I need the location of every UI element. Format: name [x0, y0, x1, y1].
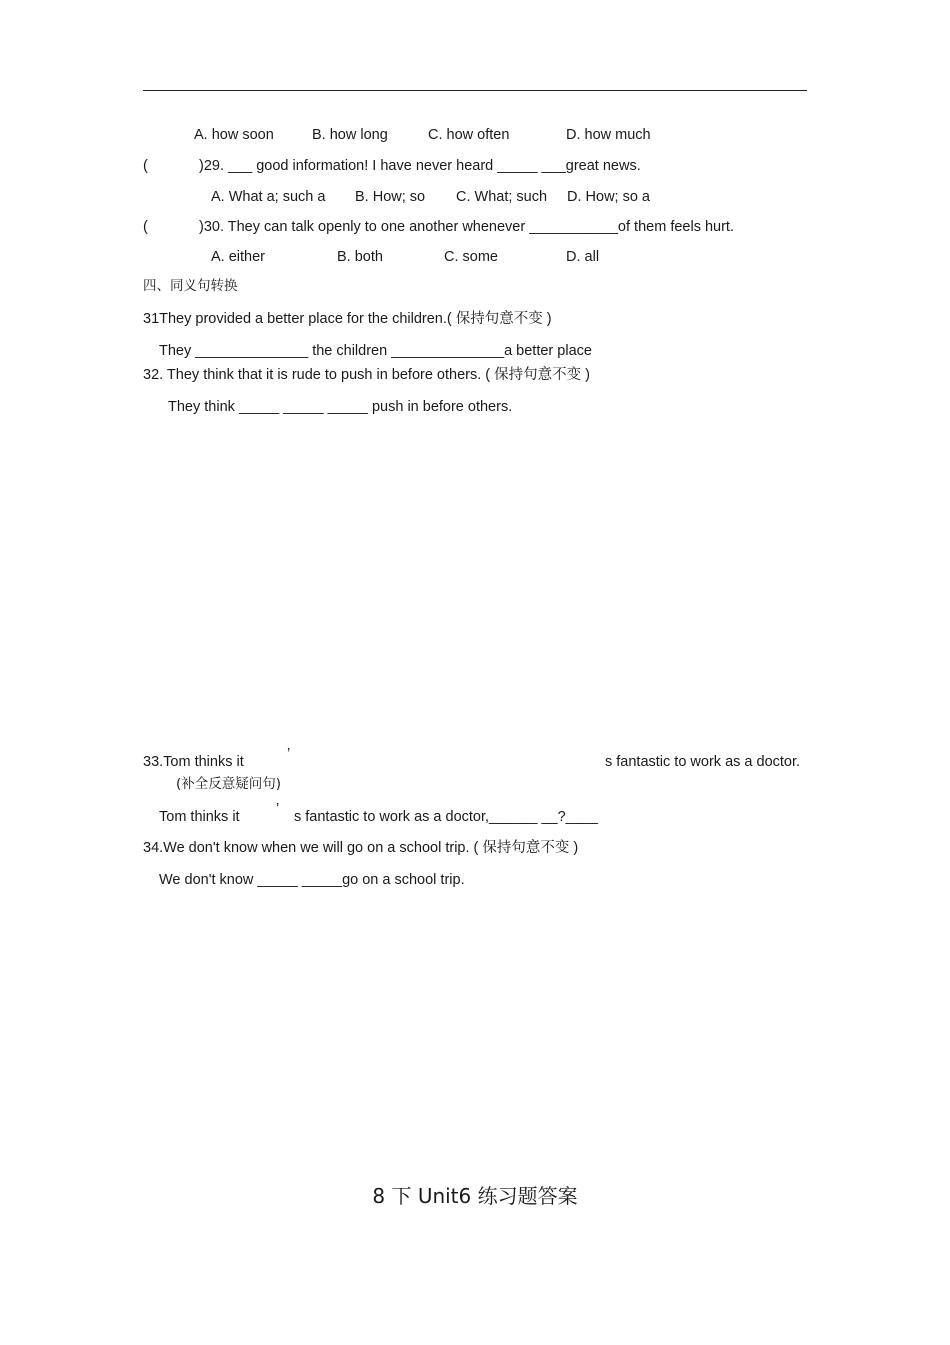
q33-apostrophe: ’ — [287, 746, 291, 762]
q29-option-b: B. How; so — [355, 189, 426, 205]
q32-stem: 32. They think that it is rude to push in before others. ( 保持句意不变 ) — [143, 367, 591, 383]
q28-option-d: D. how much — [566, 127, 651, 143]
q33-stem-right: s fantastic to work as a doctor. — [605, 754, 801, 770]
q29-paren: ( — [143, 158, 148, 174]
q33-note: (补全反意疑问句) — [176, 776, 282, 792]
q28-option-b: B. how long — [312, 127, 388, 143]
q30-option-a: A. either — [211, 249, 265, 265]
q30-option-b: B. both — [337, 249, 383, 265]
q34-answer: We don't know _____ _____go on a school trip. — [159, 872, 465, 888]
q30-stem: )30. They can talk openly to one another whenever ___________of them feels hurt. — [199, 219, 734, 235]
q29-stem: )29. ___ good information! I have never heard _____ ___great news. — [199, 158, 641, 174]
q28-option-a: A. how soon — [194, 127, 274, 143]
header-rule — [143, 90, 807, 91]
q32-answer: They think _____ _____ _____ push in before others. — [168, 399, 513, 415]
q30-option-d: D. all — [566, 249, 600, 265]
q34-stem: 34.We don't know when we will go on a school trip. ( 保持句意不变 ) — [143, 840, 579, 856]
q29-option-a: A. What a; such a — [211, 189, 326, 205]
q33-answer-apostrophe: ’ — [276, 801, 280, 817]
q31-stem: 31They provided a better place for the children.( 保持句意不变 ) — [143, 311, 552, 327]
q31-answer: They ______________ the children ______________a better place — [159, 343, 592, 359]
q33-stem-left: 33.Tom thinks it — [143, 754, 244, 770]
answer-key-title: 8 下 Unit6 练习题答案 — [372, 1184, 578, 1208]
q33-answer-right: s fantastic to work as a doctor,______ __?____ — [294, 809, 598, 825]
q30-option-c: C. some — [444, 249, 498, 265]
q29-option-d: D. How; so a — [567, 189, 650, 205]
q33-answer-left: Tom thinks it — [159, 809, 240, 825]
q29-option-c: C. What; such — [456, 189, 548, 205]
section-heading: 四、同义句转换 — [143, 278, 238, 294]
q30-paren: ( — [143, 219, 148, 235]
q28-option-c: C. how often — [428, 127, 510, 143]
